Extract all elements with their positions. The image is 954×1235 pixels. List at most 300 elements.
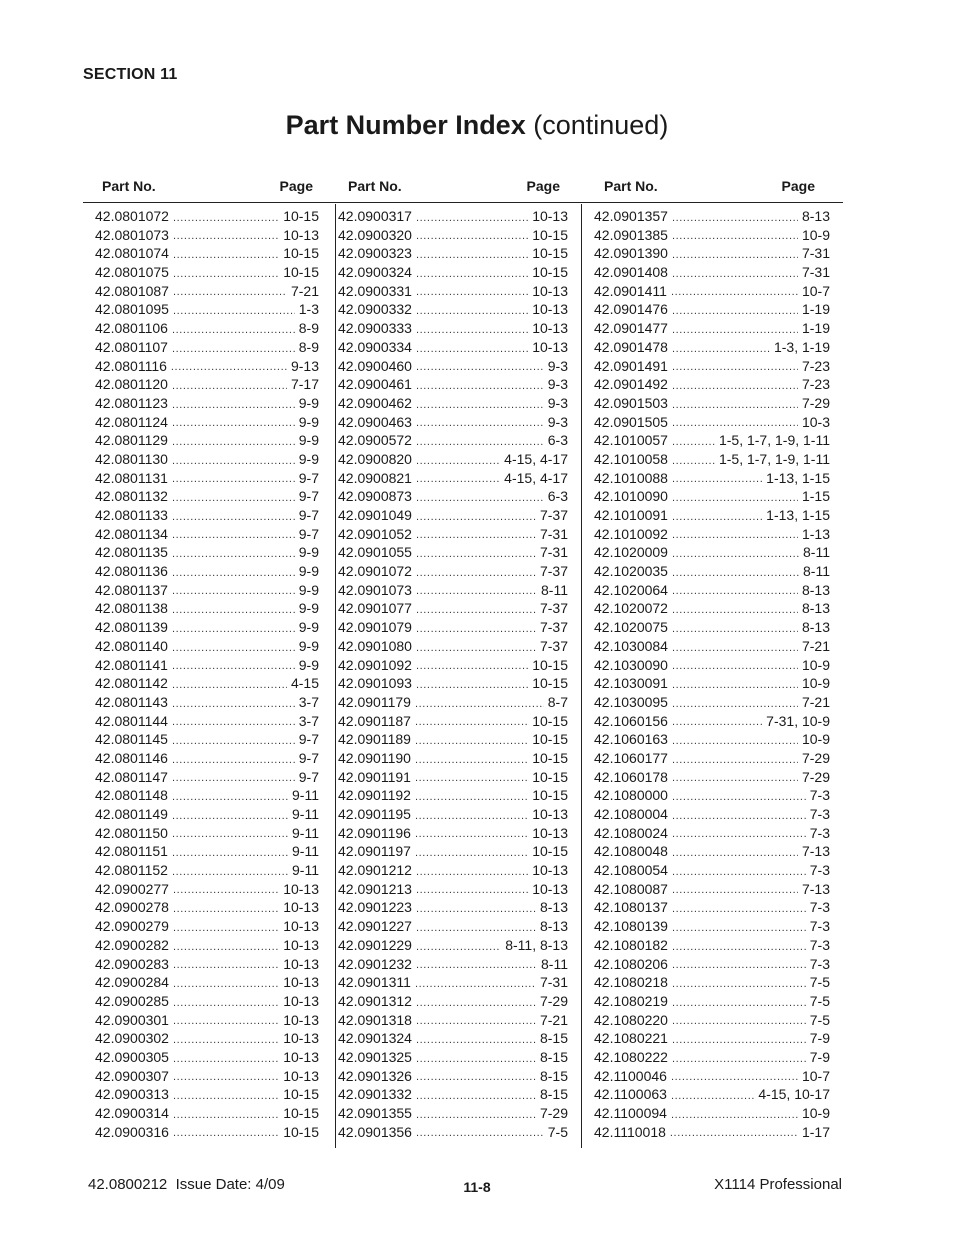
dot-leader bbox=[173, 207, 279, 226]
index-row bbox=[594, 1011, 830, 1030]
page-reference: 10-13 bbox=[283, 955, 319, 972]
part-number: 42.0901503 bbox=[594, 394, 668, 411]
index-row bbox=[95, 1011, 319, 1030]
dot-leader bbox=[671, 1104, 798, 1123]
dot-leader bbox=[672, 581, 798, 600]
dot-leader bbox=[173, 1011, 279, 1030]
index-row bbox=[338, 693, 568, 712]
part-number: 42.1030084 bbox=[594, 637, 668, 654]
part-number: 42.0801134 bbox=[95, 525, 168, 542]
dot-leader bbox=[172, 768, 295, 787]
page-reference: 8-9 bbox=[298, 338, 319, 355]
index-row bbox=[338, 917, 568, 936]
index-row bbox=[95, 842, 319, 861]
index-row bbox=[95, 413, 319, 432]
index-row bbox=[338, 599, 568, 618]
part-number: 42.0801137 bbox=[95, 581, 168, 598]
page-title-main: Part Number Index bbox=[285, 110, 526, 140]
index-row bbox=[338, 786, 568, 805]
dot-leader bbox=[172, 599, 295, 618]
part-number: 42.1030090 bbox=[594, 656, 668, 673]
dot-leader bbox=[416, 1011, 536, 1030]
table-header bbox=[83, 178, 843, 203]
footer-page-number: 11-8 bbox=[463, 1179, 491, 1195]
column-divider bbox=[581, 204, 582, 1148]
page-reference: 8-11 bbox=[541, 581, 568, 598]
dot-leader bbox=[416, 1067, 536, 1086]
dot-leader bbox=[416, 357, 544, 376]
index-row bbox=[338, 1048, 568, 1067]
column-divider bbox=[335, 204, 336, 1148]
dot-leader bbox=[416, 618, 536, 637]
page-reference: 10-15 bbox=[532, 264, 568, 281]
index-row bbox=[338, 824, 568, 843]
index-row bbox=[338, 338, 568, 357]
page-reference: 3-7 bbox=[298, 693, 319, 710]
dot-leader bbox=[415, 842, 528, 861]
page-reference: 8-11, 8-13 bbox=[505, 936, 568, 953]
dot-leader bbox=[173, 936, 279, 955]
index-row bbox=[338, 768, 568, 787]
part-number: 42.0900572 bbox=[338, 432, 412, 449]
part-number: 42.1080024 bbox=[594, 824, 668, 841]
part-number: 42.0801087 bbox=[95, 282, 169, 299]
index-row bbox=[95, 338, 319, 357]
index-row bbox=[338, 842, 568, 861]
part-number: 42.0900462 bbox=[338, 394, 412, 411]
dot-leader bbox=[416, 1104, 536, 1123]
index-row bbox=[594, 749, 830, 768]
dot-leader bbox=[672, 880, 798, 899]
page-reference: 7-29 bbox=[801, 394, 830, 411]
page-reference: 10-13 bbox=[532, 806, 568, 822]
page-reference: 9-7 bbox=[298, 749, 319, 766]
index-row bbox=[95, 469, 319, 488]
index-row bbox=[95, 1085, 319, 1104]
part-number: 42.0901192 bbox=[338, 787, 411, 804]
page-reference: 9-9 bbox=[298, 394, 319, 411]
part-number: 42.0901189 bbox=[338, 731, 411, 748]
page-reference: 8-13 bbox=[801, 208, 830, 224]
index-row bbox=[95, 656, 319, 675]
part-number: 42.1010057 bbox=[594, 432, 668, 449]
index-row bbox=[338, 637, 568, 656]
page-reference: 9-7 bbox=[298, 488, 319, 505]
page-reference: 8-13 bbox=[539, 918, 568, 935]
page-reference: 10-13 bbox=[532, 301, 568, 318]
dot-leader bbox=[416, 226, 528, 245]
dot-leader bbox=[416, 282, 528, 301]
index-row bbox=[95, 749, 319, 768]
part-number: 42.0801151 bbox=[95, 843, 168, 860]
part-number: 42.0900331 bbox=[338, 282, 412, 299]
page-reference: 4-15 bbox=[290, 675, 319, 692]
dot-leader bbox=[672, 375, 798, 394]
page-reference: 10-9 bbox=[801, 226, 830, 243]
index-row bbox=[594, 898, 830, 917]
part-number: 42.0901505 bbox=[594, 413, 668, 430]
dot-leader bbox=[672, 244, 798, 263]
dot-leader bbox=[173, 1085, 279, 1104]
part-number: 42.0801075 bbox=[95, 264, 169, 281]
dot-leader bbox=[672, 824, 806, 843]
dot-leader bbox=[672, 562, 799, 581]
index-row bbox=[95, 898, 319, 917]
part-number: 42.0901229 bbox=[338, 936, 412, 953]
dot-leader bbox=[416, 581, 537, 600]
index-row bbox=[95, 1048, 319, 1067]
page-reference: 7-37 bbox=[539, 507, 568, 523]
dot-leader bbox=[172, 749, 295, 768]
index-row bbox=[95, 543, 319, 562]
dot-leader bbox=[172, 842, 288, 861]
part-number: 42.1080182 bbox=[594, 936, 668, 953]
index-row bbox=[594, 768, 830, 787]
part-number: 42.0801142 bbox=[95, 675, 168, 692]
part-number: 42.0901195 bbox=[338, 806, 411, 822]
part-number: 42.1080139 bbox=[594, 918, 668, 935]
index-row bbox=[95, 824, 319, 843]
part-number: 42.0801149 bbox=[95, 806, 168, 822]
page-reference: 10-15 bbox=[532, 843, 568, 860]
part-number: 42.0901326 bbox=[338, 1067, 412, 1084]
page-reference: 7-29 bbox=[801, 749, 830, 766]
page-reference: 7-23 bbox=[801, 357, 830, 374]
page-reference: 7-31 bbox=[539, 974, 568, 991]
part-number: 42.0801141 bbox=[95, 656, 168, 673]
dot-leader bbox=[173, 263, 279, 282]
index-row bbox=[594, 469, 830, 488]
part-number: 42.0901332 bbox=[338, 1086, 412, 1103]
dot-leader bbox=[672, 973, 806, 992]
dot-leader bbox=[672, 543, 799, 562]
dot-leader bbox=[416, 300, 528, 319]
page-reference: 10-9 bbox=[801, 1105, 830, 1121]
part-number: 42.0801135 bbox=[95, 544, 168, 561]
dot-leader bbox=[416, 1029, 536, 1048]
index-row bbox=[338, 898, 568, 917]
index-row bbox=[95, 1104, 319, 1123]
index-row bbox=[594, 506, 830, 525]
part-number: 42.0901212 bbox=[338, 862, 412, 879]
dot-leader bbox=[173, 282, 287, 301]
index-row bbox=[594, 543, 830, 562]
page-reference: 10-13 bbox=[283, 1030, 319, 1047]
part-number: 42.1080004 bbox=[594, 806, 668, 822]
dot-leader bbox=[672, 525, 798, 544]
dot-leader bbox=[672, 207, 798, 226]
index-row bbox=[594, 581, 830, 600]
part-number: 42.0901190 bbox=[338, 749, 411, 766]
dot-leader bbox=[173, 973, 279, 992]
dot-leader bbox=[415, 749, 528, 768]
index-row bbox=[95, 880, 319, 899]
dot-leader bbox=[416, 506, 536, 525]
part-number: 42.0901055 bbox=[338, 544, 412, 561]
dot-leader bbox=[171, 357, 287, 376]
dot-leader bbox=[172, 674, 287, 693]
page-reference: 7-5 bbox=[809, 1011, 830, 1028]
page-reference: 7-21 bbox=[539, 1011, 568, 1028]
index-row bbox=[95, 712, 319, 731]
dot-leader bbox=[416, 955, 537, 974]
part-number: 42.0801144 bbox=[95, 712, 168, 729]
index-row bbox=[594, 1123, 830, 1142]
page-reference: 4-15, 10-17 bbox=[758, 1086, 830, 1103]
part-number: 42.1080220 bbox=[594, 1011, 668, 1028]
dot-leader bbox=[416, 450, 500, 469]
part-number: 42.0900313 bbox=[95, 1086, 169, 1103]
part-number: 42.1080219 bbox=[594, 992, 668, 1009]
page-reference: 7-3 bbox=[809, 806, 830, 822]
index-row bbox=[338, 543, 568, 562]
index-row bbox=[338, 712, 568, 731]
dot-leader bbox=[416, 1048, 536, 1067]
index-row bbox=[338, 469, 568, 488]
part-number: 42.0801129 bbox=[95, 432, 168, 449]
page-reference: 9-7 bbox=[298, 507, 319, 523]
dot-leader bbox=[173, 880, 279, 899]
index-row bbox=[594, 973, 830, 992]
dot-leader bbox=[173, 1067, 279, 1086]
page-reference: 10-13 bbox=[283, 899, 319, 916]
page-reference: 10-13 bbox=[283, 974, 319, 991]
dot-leader bbox=[416, 413, 544, 432]
dot-leader bbox=[415, 730, 528, 749]
dot-leader bbox=[672, 469, 762, 488]
part-number: 42.0901385 bbox=[594, 226, 668, 243]
part-number: 42.1080137 bbox=[594, 899, 668, 916]
index-row bbox=[338, 581, 568, 600]
part-number: 42.0901072 bbox=[338, 563, 412, 580]
page-reference: 9-11 bbox=[292, 862, 319, 879]
dot-leader bbox=[416, 487, 544, 506]
part-number: 42.1020009 bbox=[594, 544, 668, 561]
index-row bbox=[594, 338, 830, 357]
part-number: 42.0801138 bbox=[95, 600, 168, 617]
part-number: 42.0900282 bbox=[95, 936, 169, 953]
dot-leader bbox=[672, 992, 806, 1011]
page-reference: 6-3 bbox=[547, 432, 568, 449]
part-number: 42.1080087 bbox=[594, 880, 668, 897]
index-row bbox=[95, 1123, 319, 1142]
page-reference: 7-31 bbox=[539, 525, 568, 542]
page-reference: 7-31 bbox=[801, 264, 830, 281]
index-row bbox=[338, 861, 568, 880]
dot-leader bbox=[415, 768, 528, 787]
index-row bbox=[594, 375, 830, 394]
dot-leader bbox=[415, 805, 528, 824]
footer-product: X1114 Professional bbox=[714, 1176, 842, 1193]
page-reference: 7-31 bbox=[539, 544, 568, 561]
page-reference: 8-15 bbox=[539, 1086, 568, 1103]
page-reference: 10-13 bbox=[283, 1067, 319, 1084]
part-number: 42.0901476 bbox=[594, 301, 668, 318]
index-row bbox=[594, 319, 830, 338]
part-number: 42.1080218 bbox=[594, 974, 668, 991]
page-reference: 10-15 bbox=[283, 264, 319, 281]
page-reference: 7-3 bbox=[809, 899, 830, 916]
index-row bbox=[338, 375, 568, 394]
page-reference: 7-21 bbox=[290, 282, 319, 299]
index-row bbox=[338, 226, 568, 245]
dot-leader bbox=[672, 599, 798, 618]
page-reference: 9-11 bbox=[292, 824, 319, 841]
page-reference: 1-17 bbox=[801, 1123, 830, 1140]
part-number: 42.1080054 bbox=[594, 862, 668, 879]
page-reference: 7-29 bbox=[539, 992, 568, 1009]
index-row bbox=[95, 431, 319, 450]
page-reference: 10-15 bbox=[532, 226, 568, 243]
page-reference: 10-13 bbox=[532, 880, 568, 897]
dot-leader bbox=[173, 1048, 279, 1067]
page-reference: 7-29 bbox=[801, 768, 830, 785]
index-row bbox=[338, 1085, 568, 1104]
page-reference: 7-3 bbox=[809, 918, 830, 935]
dot-leader bbox=[672, 319, 798, 338]
part-number: 42.0901077 bbox=[338, 600, 412, 617]
part-number: 42.0900283 bbox=[95, 955, 169, 972]
dot-leader bbox=[173, 226, 279, 245]
part-number: 42.0901080 bbox=[338, 637, 412, 654]
index-row bbox=[95, 1067, 319, 1086]
index-row bbox=[338, 1104, 568, 1123]
part-number: 42.0901477 bbox=[594, 320, 668, 337]
footer-issue-date: Issue Date: 4/09 bbox=[175, 1176, 285, 1193]
part-number: 42.0901357 bbox=[594, 208, 668, 224]
page-reference: 7-5 bbox=[809, 992, 830, 1009]
part-number: 42.0901213 bbox=[338, 880, 412, 897]
part-number: 42.0900461 bbox=[338, 376, 412, 393]
index-row bbox=[594, 637, 830, 656]
page-reference: 10-9 bbox=[801, 675, 830, 692]
page-reference: 10-13 bbox=[532, 862, 568, 879]
dot-leader bbox=[172, 786, 288, 805]
page-reference: 10-13 bbox=[532, 824, 568, 841]
dot-leader bbox=[172, 861, 288, 880]
dot-leader bbox=[672, 394, 798, 413]
page-reference: 6-3 bbox=[547, 488, 568, 505]
dot-leader bbox=[672, 917, 806, 936]
part-number: 42.1080206 bbox=[594, 955, 668, 972]
page-reference: 7-9 bbox=[809, 1048, 830, 1065]
index-row bbox=[338, 207, 568, 226]
page-reference: 7-37 bbox=[539, 637, 568, 654]
page-title bbox=[0, 110, 954, 141]
page-reference: 7-17 bbox=[290, 376, 319, 393]
index-row bbox=[338, 450, 568, 469]
dot-leader bbox=[416, 244, 528, 263]
index-row bbox=[338, 562, 568, 581]
dot-leader bbox=[671, 1067, 798, 1086]
page-reference: 10-15 bbox=[283, 1123, 319, 1140]
dot-leader bbox=[416, 375, 544, 394]
dot-leader bbox=[172, 543, 295, 562]
index-row bbox=[95, 562, 319, 581]
part-number: 42.1100094 bbox=[594, 1105, 667, 1121]
dot-leader bbox=[172, 431, 295, 450]
part-number: 42.0900821 bbox=[338, 469, 412, 486]
dot-leader bbox=[416, 207, 528, 226]
page-reference: 4-15, 4-17 bbox=[504, 469, 568, 486]
page-reference: 7-13 bbox=[801, 880, 830, 897]
index-row bbox=[338, 282, 568, 301]
part-number: 42.0900334 bbox=[338, 338, 412, 355]
index-column-1 bbox=[95, 207, 319, 1141]
dot-leader bbox=[416, 431, 544, 450]
page-reference: 9-9 bbox=[298, 544, 319, 561]
dot-leader bbox=[172, 506, 295, 525]
page-reference: 10-15 bbox=[283, 245, 319, 262]
page-reference: 9-3 bbox=[547, 394, 568, 411]
page-reference: 9-11 bbox=[292, 843, 319, 860]
index-row bbox=[338, 656, 568, 675]
page-reference: 10-13 bbox=[283, 1048, 319, 1065]
part-number: 42.0801143 bbox=[95, 693, 168, 710]
index-row bbox=[95, 861, 319, 880]
index-row bbox=[594, 712, 830, 731]
dot-leader bbox=[672, 805, 806, 824]
dot-leader bbox=[172, 712, 295, 731]
dot-leader bbox=[172, 450, 295, 469]
dot-leader bbox=[416, 338, 528, 357]
page-reference: 8-15 bbox=[539, 1067, 568, 1084]
index-row bbox=[594, 244, 830, 263]
page-reference: 10-13 bbox=[283, 936, 319, 953]
part-number: 42.0900317 bbox=[338, 208, 412, 224]
page-reference: 9-3 bbox=[547, 376, 568, 393]
index-row bbox=[594, 431, 830, 450]
part-number: 42.0901227 bbox=[338, 918, 412, 935]
dot-leader bbox=[670, 1123, 798, 1142]
dot-leader bbox=[672, 431, 715, 450]
dot-leader bbox=[672, 674, 798, 693]
header-page: Page bbox=[279, 178, 313, 194]
part-number: 42.0900316 bbox=[95, 1123, 169, 1140]
dot-leader bbox=[672, 936, 806, 955]
part-number: 42.0801123 bbox=[95, 394, 168, 411]
index-row bbox=[338, 618, 568, 637]
index-row bbox=[338, 955, 568, 974]
dot-leader bbox=[172, 338, 295, 357]
page-reference: 8-9 bbox=[298, 320, 319, 337]
dot-leader bbox=[173, 1029, 279, 1048]
part-number: 42.0901049 bbox=[338, 507, 412, 523]
index-row bbox=[594, 1048, 830, 1067]
part-number: 42.0801140 bbox=[95, 637, 168, 654]
page-reference: 1-5, 1-7, 1-9, 1-11 bbox=[718, 432, 830, 449]
part-number: 42.0901491 bbox=[594, 357, 668, 374]
part-number: 42.0901187 bbox=[338, 712, 411, 729]
page-reference: 10-15 bbox=[283, 1105, 319, 1121]
part-number: 42.0900320 bbox=[338, 226, 412, 243]
page-reference: 9-7 bbox=[298, 731, 319, 748]
part-number: 42.0901191 bbox=[338, 768, 411, 785]
page-reference: 7-31, 10-9 bbox=[766, 712, 830, 729]
dot-leader bbox=[672, 786, 806, 805]
dot-leader bbox=[672, 637, 798, 656]
page-reference: 10-13 bbox=[283, 918, 319, 935]
index-row bbox=[594, 562, 830, 581]
page-reference: 10-9 bbox=[801, 731, 830, 748]
dot-leader bbox=[172, 805, 288, 824]
page-reference: 10-15 bbox=[532, 768, 568, 785]
page-reference: 1-3 bbox=[298, 301, 319, 318]
page-reference: 8-7 bbox=[547, 693, 568, 710]
dot-leader bbox=[416, 637, 536, 656]
dot-leader bbox=[672, 338, 770, 357]
index-row bbox=[338, 319, 568, 338]
